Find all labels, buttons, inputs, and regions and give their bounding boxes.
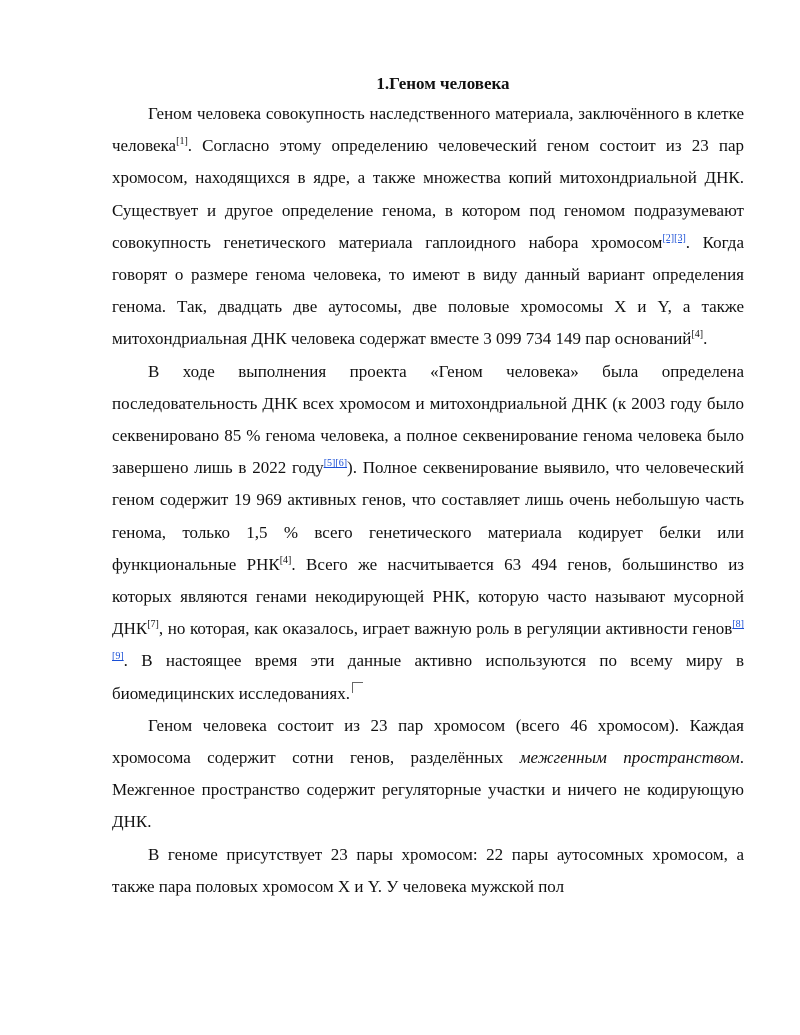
citation-link[interactable]: [6] [335,458,348,470]
text-segment: В геноме присутствует 23 пары хромосом: 22 пары аутосомных хромосом, а также пара половых хромосом X и Y. У человека мужской пол [112,844,744,896]
citation-link[interactable]: [3] [674,232,686,244]
text-segment: В ходе выполнения проекта «Геном человека» была определена последовательность ДНК всех хромосом и митохондриальной ДНК (к 2003 году было секвенировано 85 % генома человека, а полное секвенирование генома человека было завершено лишь в 2022 году [112,361,744,478]
text-segment: ). Полное секвенирование выявило, что человеческий геном содержит 19 969 активных генов, что составляет лишь очень небольшую часть генома, только 1,5 % всего генетического материала кодирует белки или функциональные РНК [112,458,744,574]
text-segment: . Всего же насчитывается 63 494 генов, большинство из которых являются генами некодирующей РНК, которую часто называют мусорной ДНК [112,554,745,639]
text-segment: . Согласно этому определению человеческий геном состоит из 23 пар хромосом, находящихся в ядре, а также множества копий митохондриальной ДНК. Существует и другое определение генома, в котором под геномом подразумевают совокупность генетического материала гаплоидного набора хромосом [112,136,744,252]
citation-link[interactable]: [5] [323,458,336,470]
footnote-ref-link[interactable] [324,458,347,469]
document-body [112,60,744,903]
citation-link[interactable]: [9] [112,651,124,663]
text-segment: . Когда говорят о размере генома человека, то имеют в виду данный вариант определения генома. Так, двадцать две аутосомы, две половые хромосомы X и Y, а также митохондриальная ДНК человека содержат вместе 3 099 734 149 пар оснований [112,232,744,349]
paragraph-project [112,356,744,710]
footnote-ref: [7] [147,619,159,631]
text-segment: . [703,329,708,349]
citation-link[interactable]: [8] [732,619,744,631]
text-segment: . В настоящее время эти данные активно используются по всему миру в биомедицинских исследованиях. [112,651,744,703]
text-segment: Геном человека совокупность наследственного материала, заключённого в клетке человека [112,104,744,156]
text-segment: Геном человека состоит из 23 пар хромосом (всего 46 хромосом). Каждая хромосома содержит сотни генов, разделённых [112,715,744,768]
paragraph-end-marker [352,682,363,693]
section-heading: 1.Геном человека [376,74,510,93]
footnote-ref-link[interactable] [662,233,685,244]
paragraph-chromosomes [112,710,744,839]
footnote-ref: [1] [176,136,188,148]
paragraph-sex-chromosomes [112,839,744,903]
footnote-ref: [4] [279,554,292,566]
footnote-ref: [4] [691,329,704,341]
citation-link[interactable]: [2] [662,232,675,244]
text-segment: . Межгенное пространство содержит регуляторные участки и ничего не кодирующую ДНК. [112,748,744,832]
emphasis-term: межгенным пространством [519,748,740,768]
text-segment: , но которая, как оказалось, играет важную роль в регуляции активности генов [158,619,733,639]
paragraph-definition [112,98,744,356]
